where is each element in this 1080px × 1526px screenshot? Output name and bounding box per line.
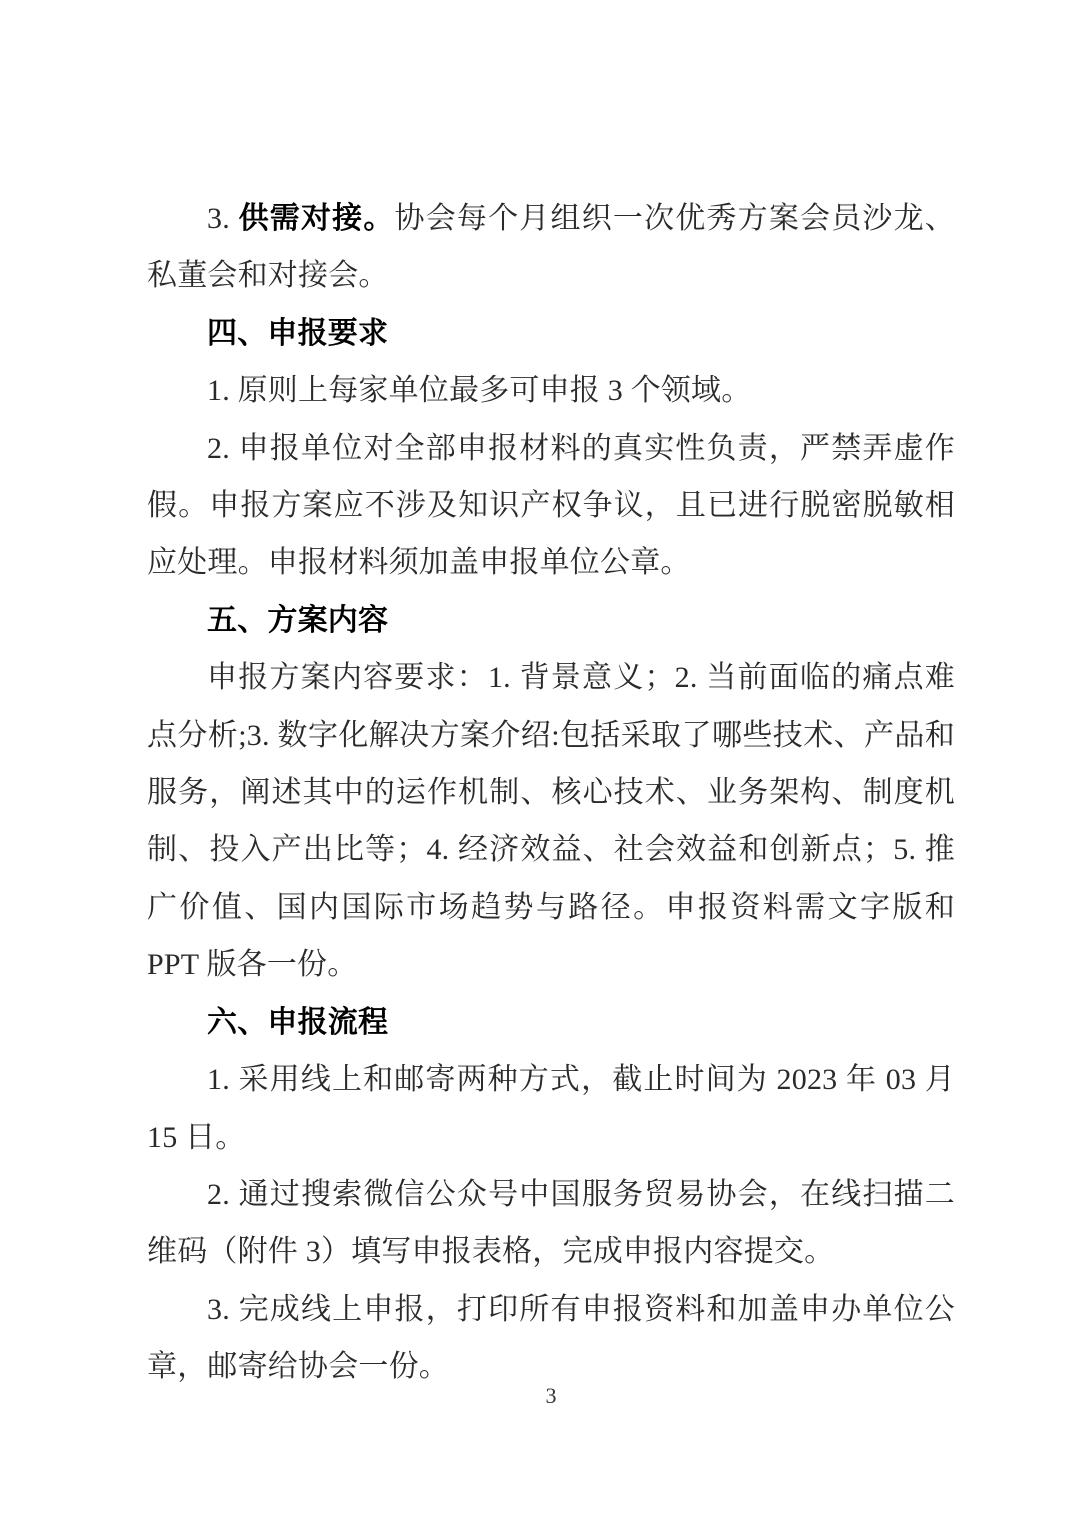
page-number: 3 [545,1383,557,1408]
heading-section-4-requirements: 四、申报要求 [207,316,389,350]
heading-section-6-process: 六、申报流程 [207,1005,389,1039]
heading-section-5-content: 五、方案内容 [207,603,389,637]
requirement-item-1: 1. 原则上每家单位最多可申报 3 个领域。 [207,374,752,408]
content-requirements-paragraph: 申报方案内容要求：1. 背景意义；2. 当前面临的痛点难点分析;3. 数字化解决方案介绍:包括采取了哪些技术、产品和服务，阐述其中的运作机制、核心技术、业务架构、制度机制、投入产出比等；4. 经济效益、社会效益和创新点；5. 推广价值、国内国际市场趋势与路径。申报资料需文字版和 PPT 版各一份。 [147,661,955,982]
process-item-1: 1. 采用线上和邮寄两种方式，截止时间为 2023 年 03 月 15 日。 [147,1063,955,1154]
list-item-number: 3. [207,202,239,235]
paragraph-supply-demand [147,190,955,305]
supply-demand-text: 协会每个月组织一次优秀方案会员沙龙、私董会和对接会。 [147,202,955,293]
supply-demand-bold-lead: 供需对接。 [238,202,395,235]
document-body [147,190,955,1396]
process-item-3: 3. 完成线上申报，打印所有申报资料和加盖申办单位公章，邮寄给协会一份。 [147,1292,955,1384]
requirement-item-2: 2. 申报单位对全部申报材料的真实性负责，严禁弄虚作假。申报方案应不涉及知识产权争议，且已进行脱密脱敏相应处理。申报材料须加盖申报单位公章。 [147,431,955,580]
process-item-2: 2. 通过搜索微信公众号中国服务贸易协会，在线扫描二维码（附件 3）填写申报表格，完成申报内容提交。 [147,1177,955,1269]
